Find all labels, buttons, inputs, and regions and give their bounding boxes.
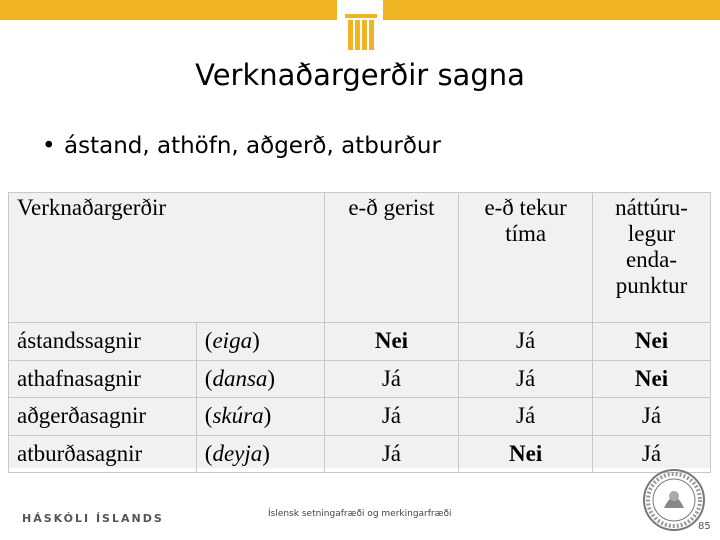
table-row xyxy=(9,398,711,436)
page-number: 85 xyxy=(698,521,711,532)
verb-class-name: ástandssagnir xyxy=(9,323,197,361)
slide-title: Verknaðargerðir sagna xyxy=(195,58,525,92)
cell-endapunktur: Já xyxy=(593,398,711,436)
cell-tekur-tima: Já xyxy=(459,323,593,361)
verb-example: (eiga) xyxy=(196,323,324,361)
header-endapunktur: náttúru-legur enda-punktur xyxy=(593,193,711,323)
bullet-text: ástand, athöfn, aðgerð, atburður xyxy=(64,133,441,159)
table-row xyxy=(9,360,711,398)
verb-example: (skúra) xyxy=(196,398,324,436)
header-verknadargerdir: Verknaðargerðir xyxy=(9,193,325,323)
bullet-item xyxy=(42,133,441,159)
verb-example: (dansa) xyxy=(196,360,324,398)
table-header-row xyxy=(9,193,711,323)
cell-gerist: Já xyxy=(324,435,459,473)
cell-endapunktur: Já xyxy=(593,435,711,473)
header-tekur-tima: e-ð tekur tíma xyxy=(459,193,593,323)
university-seal-icon xyxy=(642,468,706,532)
cell-tekur-tima: Nei xyxy=(459,435,593,473)
verb-class-name: atburðasagnir xyxy=(9,435,197,473)
header-gerist: e-ð gerist xyxy=(324,193,459,323)
cell-tekur-tima: Já xyxy=(459,360,593,398)
cell-tekur-tima: Já xyxy=(459,398,593,436)
bullet-dot-icon: • xyxy=(42,133,56,159)
cell-gerist: Já xyxy=(324,398,459,436)
footer-course-text: Íslensk setningafræði og merkingarfræði xyxy=(268,509,452,519)
table-row xyxy=(9,435,711,473)
university-pillar-logo-icon xyxy=(345,10,377,52)
cell-endapunktur: Nei xyxy=(593,360,711,398)
university-wordmark: HÁSKÓLI ÍSLANDS xyxy=(22,512,164,525)
verb-example: (deyja) xyxy=(196,435,324,473)
verb-aspect-table xyxy=(8,192,711,473)
verb-class-name: athafnasagnir xyxy=(9,360,197,398)
verb-class-name: aðgerðasagnir xyxy=(9,398,197,436)
cell-gerist: Nei xyxy=(324,323,459,361)
table-row xyxy=(9,323,711,361)
cell-gerist: Já xyxy=(324,360,459,398)
cell-endapunktur: Nei xyxy=(593,323,711,361)
verb-aspect-table-container xyxy=(8,192,711,468)
